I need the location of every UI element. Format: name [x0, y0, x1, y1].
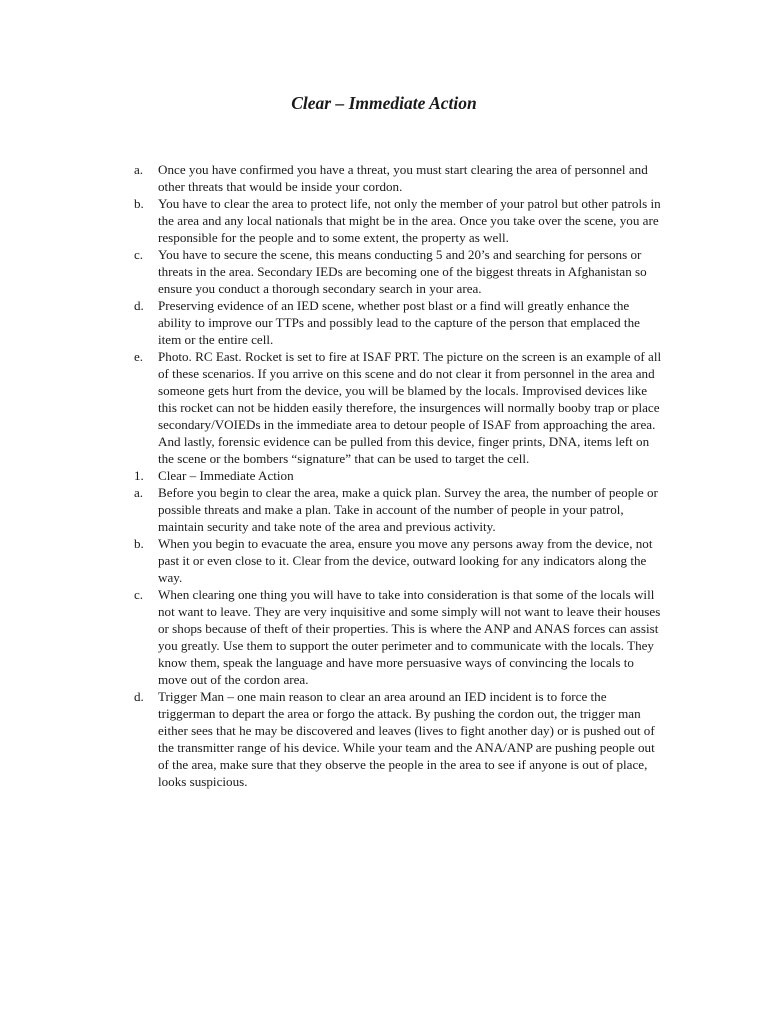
list-item-text: Once you have confirmed you have a threat, you must start clearing the area of personnel and other threats that would be inside your cordon. [158, 162, 648, 194]
list-marker: e. [134, 349, 144, 364]
list-marker: d. [134, 689, 144, 704]
list-item-text: When clearing one thing you will have to take into consideration is that some of the locals will not want to leave. They are very inquisitive and some simply will not want to leave their houses or shops because of theft of their properties. This is where the ANP and ANAS forces can assist you greatly. Use them to support the outer perimeter and to communicate with the locals. They know them, speak the language and have more persuasive ways of convincing the locals to move out of the cordon area. [158, 587, 661, 687]
list-item-text: When you begin to evacuate the area, ensure you move any persons away from the device, not past it or even close to it. Clear from the device, outward looking for any indicators along the way. [158, 536, 653, 585]
list-item-text: Photo. RC East. Rocket is set to fire at ISAF PRT. The picture on the screen is an example of all of these scenarios. If you arrive on this scene and do not clear it from personnel in the area and someone gets hurt from the device, you will be blamed by the locals. Improvised devices like this rocket can not be hidden easily therefore, the insurgences will normally booby trap or place secondary/VOIEDs in the immediate area to detour people of ISAF from approaching the area. And lastly, forensic evidence can be pulled from this device, finger prints, DNA, items left on the scene or the bombers “signature” that can be used to target the cell. [158, 349, 662, 466]
list-item-text: You have to clear the area to protect life, not only the member of your patrol but other patrols in the area and any local nationals that might be in the area. Once you take over the scene, you are responsible for the people and to some extent, the property as well. [158, 196, 661, 245]
list-marker: c. [134, 247, 144, 262]
list-item [134, 161, 664, 195]
list-marker: a. [134, 485, 144, 500]
list-item [134, 688, 664, 790]
list-marker: c. [134, 587, 144, 602]
section-heading-text: Clear – Immediate Action [158, 468, 294, 483]
list-marker: 1. [134, 468, 144, 483]
list-item [134, 246, 664, 297]
list-item-text: Trigger Man – one main reason to clear an area around an IED incident is to force the triggerman to depart the area or forgo the attack. By pushing the cordon out, the trigger man either sees that he may be discovered and leaves (lives to fight another day) or is pushed out of the transmitter range of his device. While your team and the ANA/ANP are pushing people out of the area, make sure that they observe the people in the area to see if anyone is out of place, looks suspicious. [158, 689, 655, 789]
list-marker: a. [134, 162, 144, 177]
instruction-list [134, 161, 664, 790]
list-item [134, 348, 664, 467]
list-item-text: Preserving evidence of an IED scene, whether post blast or a find will greatly enhance the ability to improve our TTPs and possibly lead to the capture of the person that emplaced the item or the entire cell. [158, 298, 640, 347]
list-item [134, 484, 664, 535]
page-title: Clear – Immediate Action [291, 93, 477, 113]
list-item [134, 586, 664, 688]
list-item-text: You have to secure the scene, this means conducting 5 and 20’s and searching for persons or threats in the area. Secondary IEDs are becoming one of the biggest threats in Afghanistan so ensure you conduct a thorough secondary search in your area. [158, 247, 647, 296]
list-item [134, 195, 664, 246]
list-marker: d. [134, 298, 144, 313]
list-item [134, 297, 664, 348]
list-marker: b. [134, 196, 144, 211]
list-item [134, 535, 664, 586]
list-item-text: Before you begin to clear the area, make a quick plan. Survey the area, the number of people or possible threats and make a plan. Take in account of the number of people in your patrol, maintain security and take note of the area and previous activity. [158, 485, 658, 534]
list-marker: b. [134, 536, 144, 551]
section-heading-item [134, 467, 664, 484]
